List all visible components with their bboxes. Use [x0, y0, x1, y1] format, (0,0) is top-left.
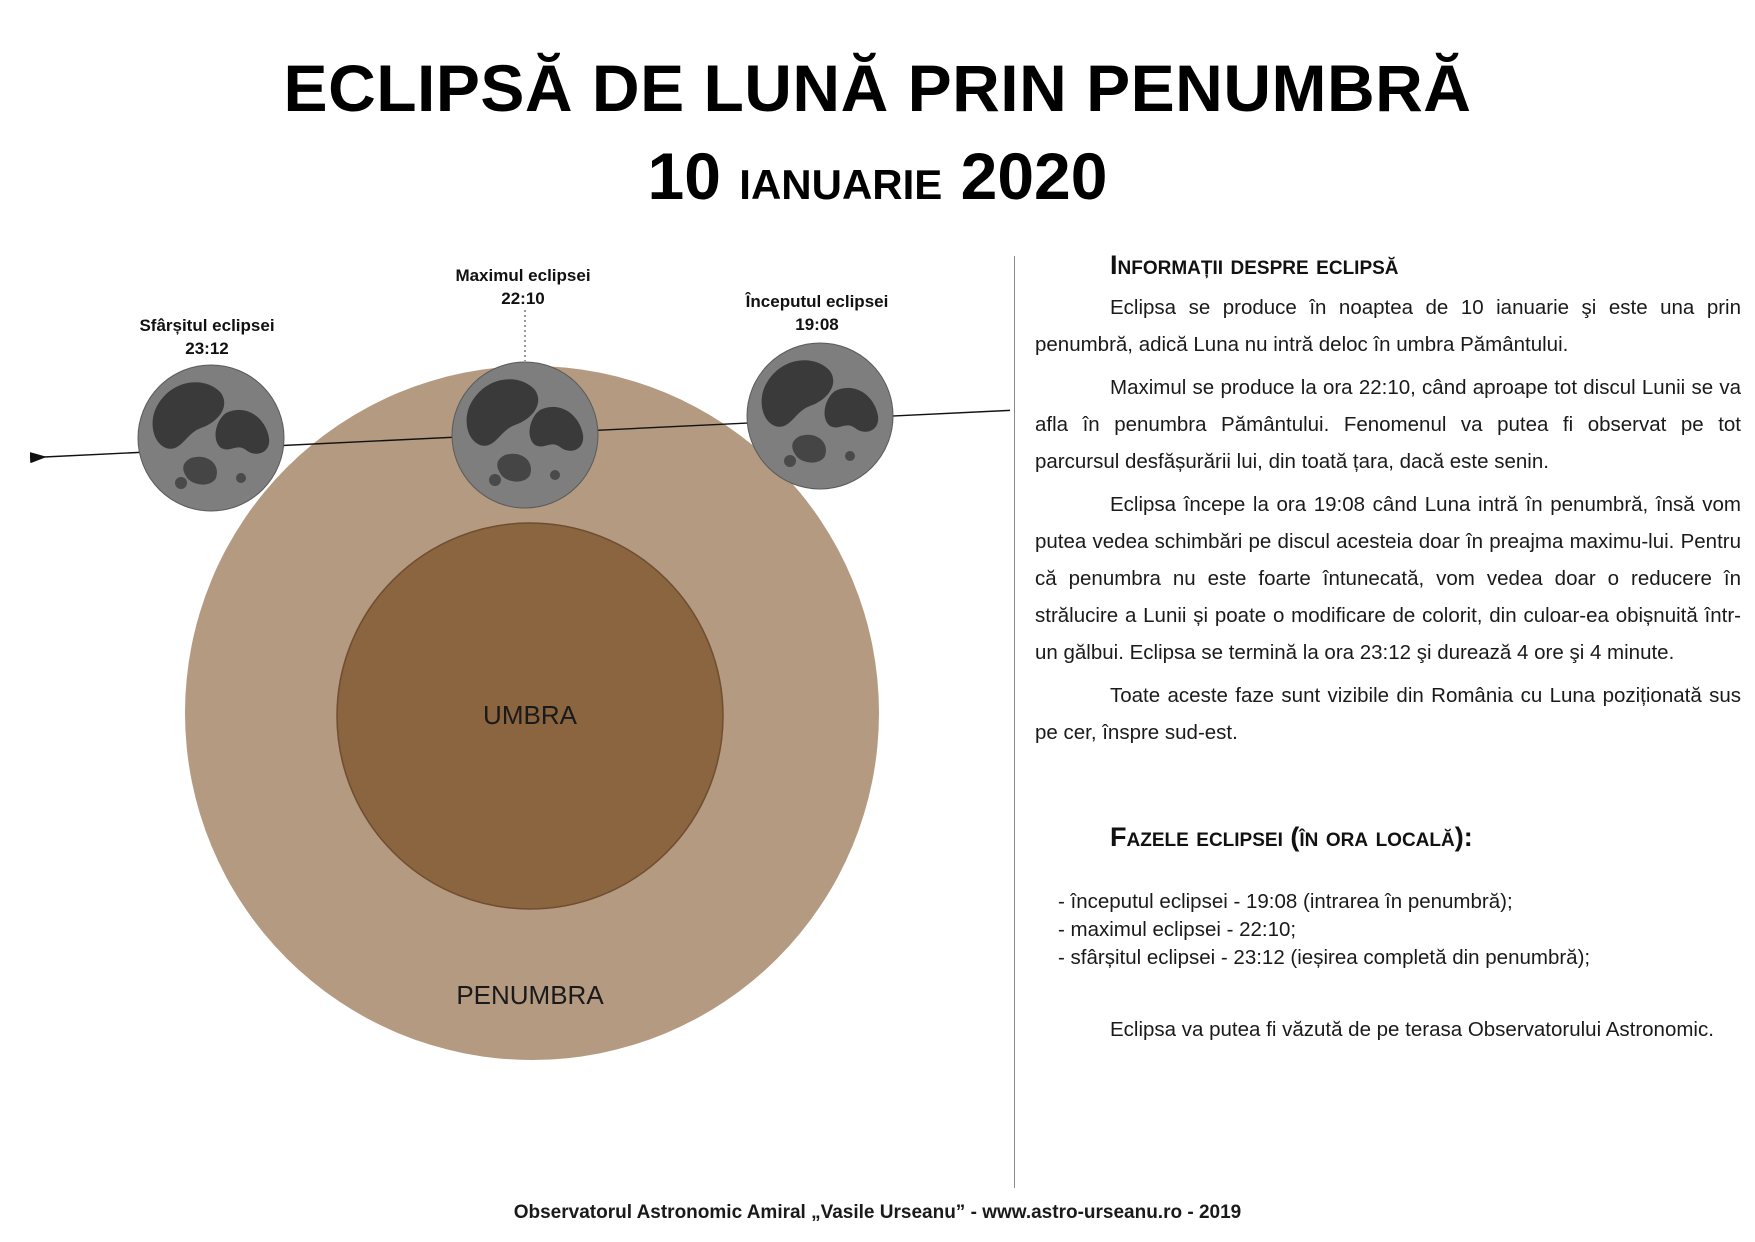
info-paragraph: Eclipsa se produce în noaptea de 10 ianuarie şi este una prin penumbră, adică Luna nu intră deloc în umbra Pământului.: [1035, 296, 1741, 356]
info-section: [1035, 250, 1741, 757]
phase-end-label: Sfârșitul eclipsei: [139, 316, 275, 335]
phase-max-time: 22:10: [501, 289, 545, 308]
umbra-label: UMBRA: [483, 700, 577, 730]
date-day: 10: [647, 139, 721, 213]
phases-heading: Fazele eclipsei (în ora locală):: [1110, 822, 1473, 852]
moon-end: [138, 365, 284, 511]
list-item: - sfârșitul eclipsei - 23:12 (ieșirea completă din penumbră);: [1058, 946, 1591, 969]
location-note: Eclipsa va putea fi văzută de pe terasa Observatorului Astronomic.: [1110, 1018, 1714, 1041]
info-paragraph: Maximul se produce la ora 22:10, când aproape tot discul Lunii se va afla în penumbra Pământului. Fenomenul va putea fi observat pe tot parcursul desfășurării lui, din toată țara, dacă este senin.: [1035, 376, 1741, 473]
date-year: 2020: [960, 139, 1108, 213]
list-item: - începutul eclipsei - 19:08 (intrarea în penumbră);: [1058, 890, 1513, 913]
phase-begin-time: 19:08: [795, 315, 839, 334]
info-paragraph: Toate aceste faze sunt vizibile din România cu Luna poziționată sus pe cer, înspre sud-est.: [1035, 684, 1741, 744]
footer: Observatorul Astronomic Amiral „Vasile Urseanu” - www.astro-urseanu.ro - 2019: [513, 1202, 1242, 1223]
phases-heading-block: [1035, 822, 1741, 853]
phases-list: [1058, 888, 1590, 972]
info-heading: Informații despre eclipsă: [1110, 250, 1399, 280]
column-divider: [1014, 256, 1015, 1188]
phase-begin-label: Începutul eclipsei: [745, 292, 889, 311]
eclipse-diagram: [0, 240, 1010, 1100]
date-month: IANUARIE: [739, 161, 943, 208]
page-title: ECLIPSĂ DE LUNĂ PRIN PENUMBRĂ: [283, 51, 1472, 125]
list-item: - maximul eclipsei - 22:10;: [1058, 918, 1297, 941]
moon-maximum: [452, 362, 598, 508]
penumbra-label: PENUMBRA: [456, 980, 604, 1010]
info-paragraph: Eclipsa începe la ora 19:08 când Luna intră în penumbră, însă vom putea vedea schimbări pe discul acesteia doar în preajma maximu-lui. Pentru că penumbra nu este foarte întunecată, vom vedea doar o reducere în strălucire a Lunii și poate o modificare de colorit, din culoar-ea obișnuită într-un gălbui. Eclipsa se termină la ora 23:12 şi durează 4 ore şi 4 minute.: [1035, 493, 1741, 664]
page-subtitle-date: [0, 138, 1755, 214]
phase-max-label: Maximul eclipsei: [455, 266, 591, 285]
moon-begin: [747, 343, 893, 489]
phase-end-time: 23:12: [185, 339, 229, 358]
